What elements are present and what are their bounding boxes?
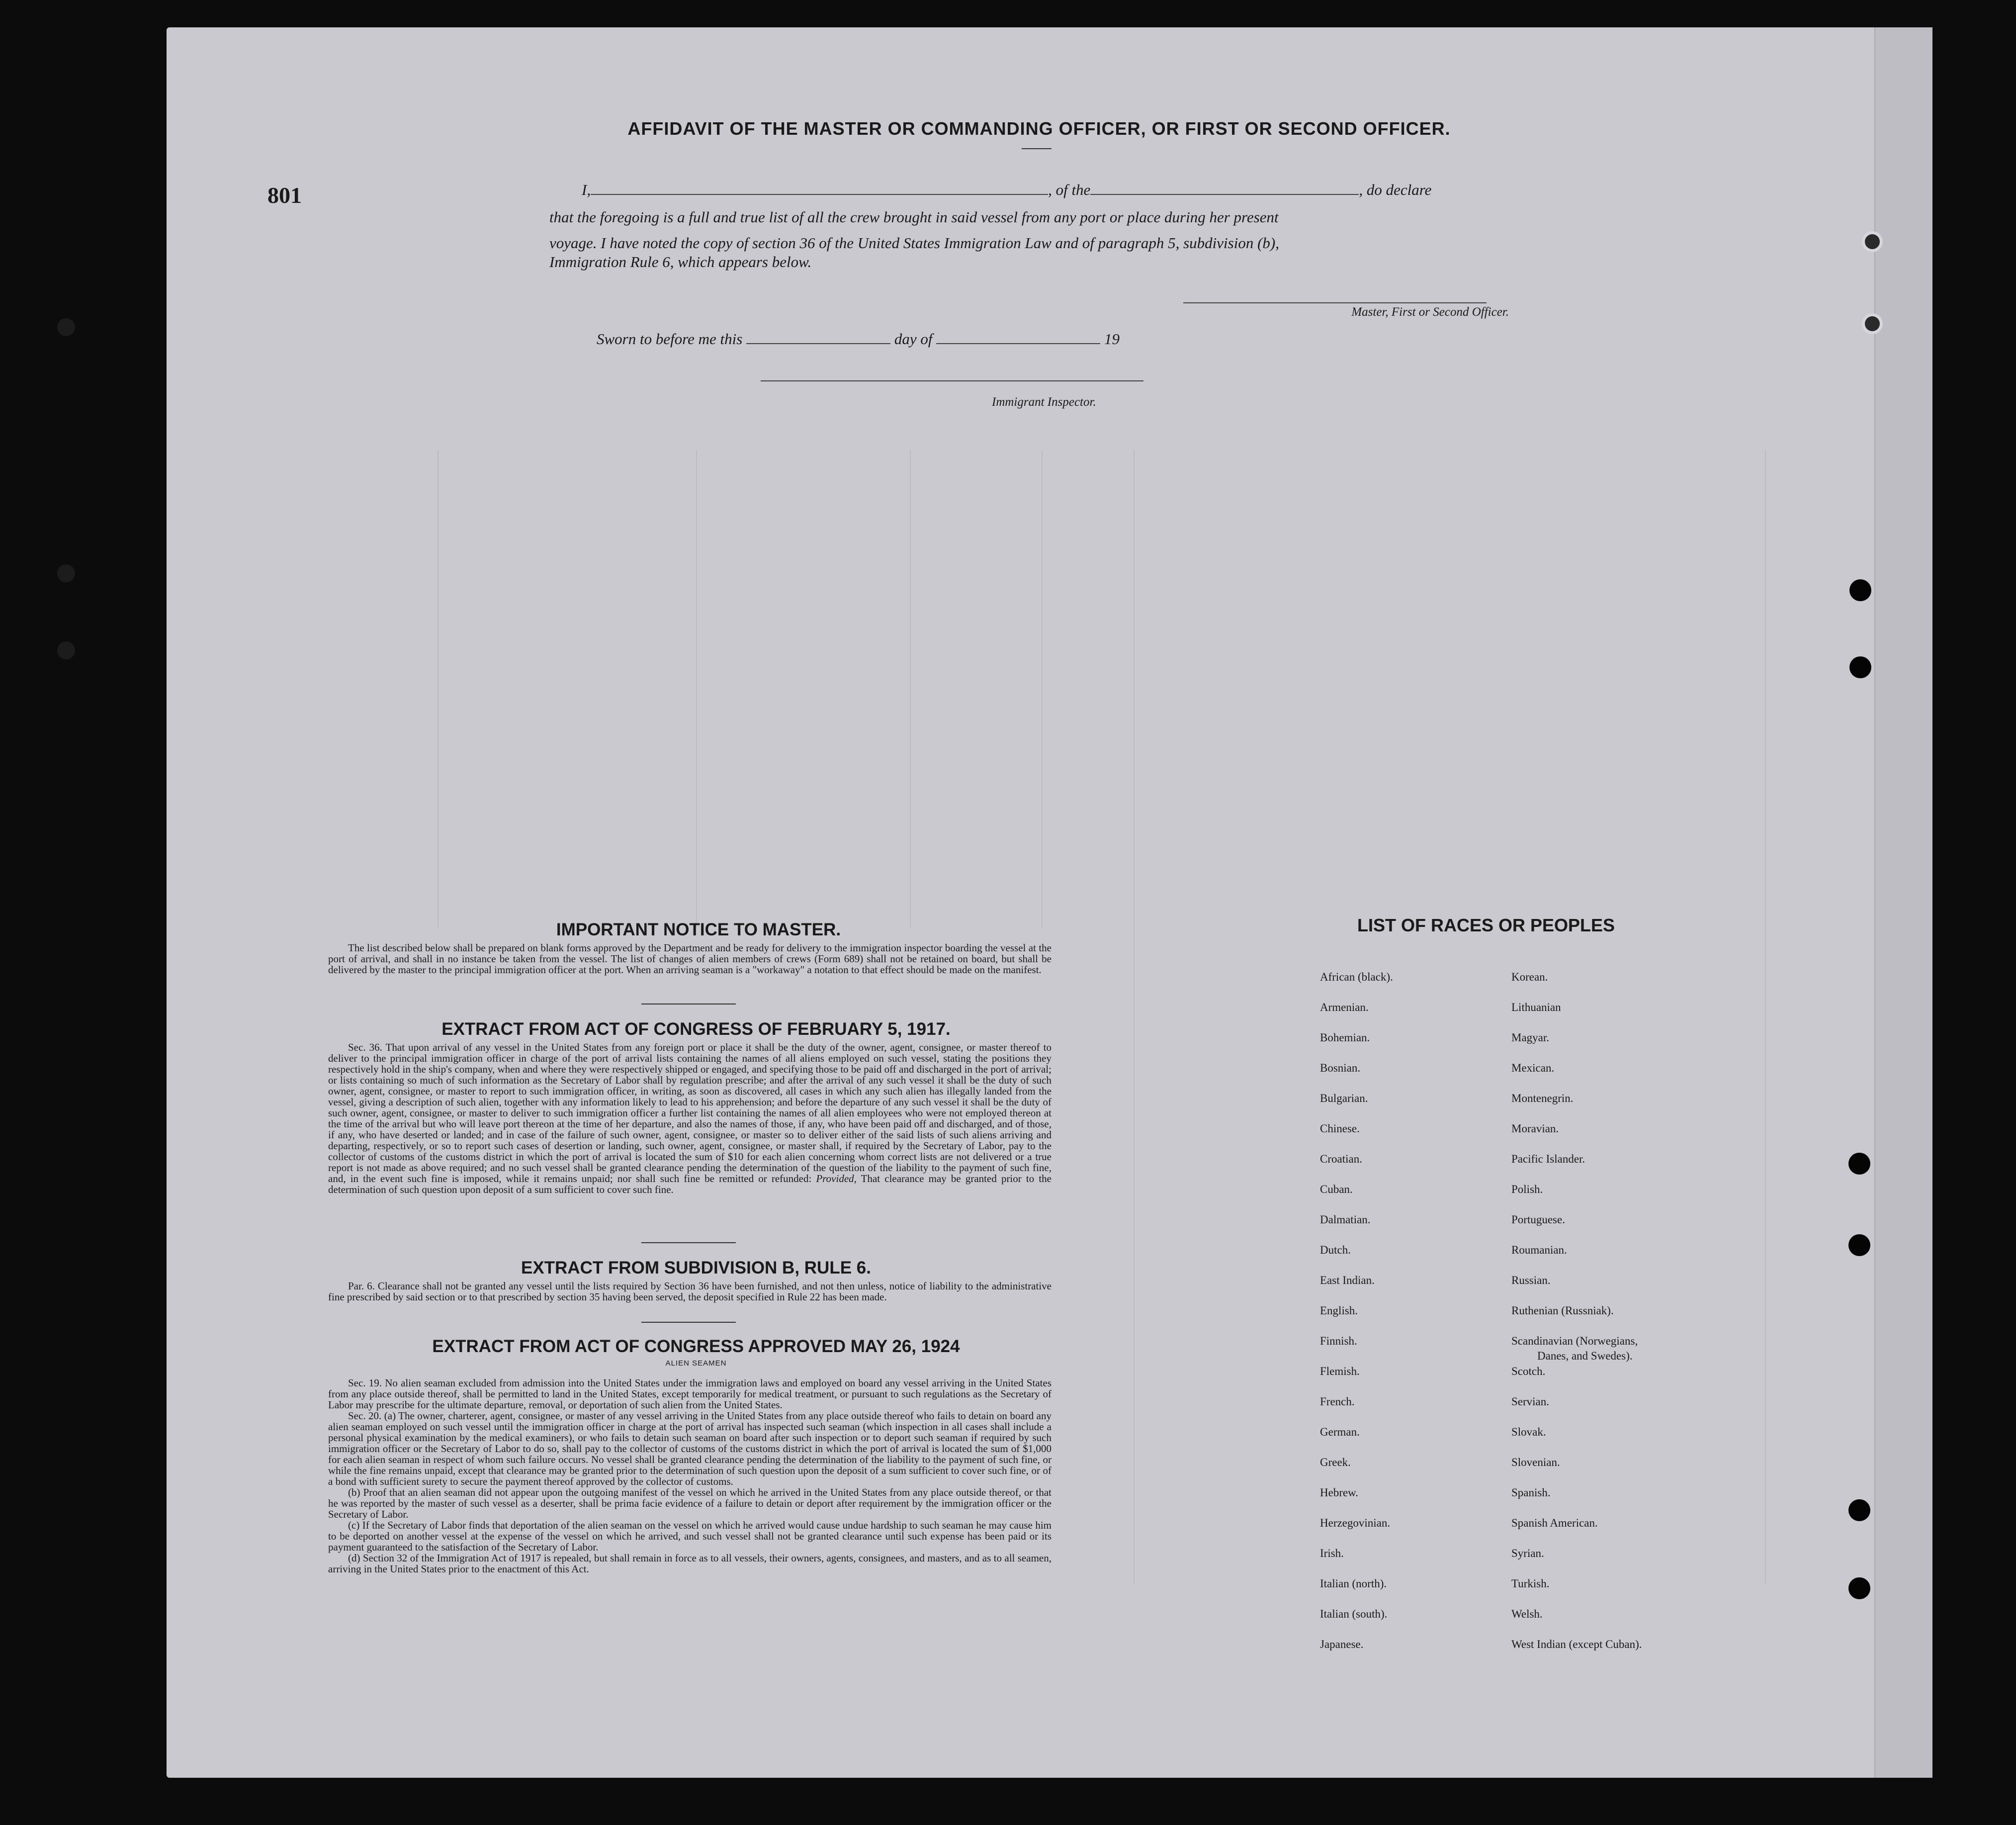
race-item: Spanish American.: [1511, 1517, 1598, 1529]
binder-hole: [1848, 1499, 1870, 1521]
race-item: Scandinavian (Norwegians,: [1511, 1335, 1638, 1347]
race-item: French.: [1320, 1395, 1355, 1408]
race-item: Dutch.: [1320, 1244, 1351, 1256]
left-binder-hole: [57, 318, 75, 336]
affidavit-i: I,: [582, 181, 591, 198]
notice-paragraph: The list described below shall be prepared on blank forms approved by the Department and be ready for delivery to the immigration inspector boarding the vessel at the port of arrival, and shall in no instance be taken from the vessel. The list of changes of alien members of crews (Form 689) shall not be retained on board, but shall be delivered by the master to the principal immigration officer at the port. When an arriving seaman is a "workaway" a notation to that effect should be made on the manifest.: [328, 942, 1052, 976]
ghost-column-rule: [1042, 450, 1043, 927]
sec-19-paragraph: Sec. 19. No alien seaman excluded from admission into the United States under the immigration laws and employed on board any vessel arriving in the United States from any place outside thereof, shall be permitted to land in the United States, except temporarily for medical treatment, or pursuant to such regulations as the Secretary of Labor may prescribe for the ultimate departure, removal, or deportation of such alien from the United States.: [328, 1377, 1052, 1411]
sec-20b-paragraph: (b) Proof that an alien seaman did not appear upon the outgoing manifest of the vessel on which he arrived in the United States from any place outside thereof, or that he was reported by the master of such vessel as a deserter, shall be prima facie evidence of a failure to detain or deport after requirement by the immigration officer or the Secretary of Labor.: [328, 1486, 1052, 1520]
alien-seamen-subtitle: ALIEN SEAMEN: [665, 1359, 727, 1368]
race-item: Bohemian.: [1320, 1031, 1370, 1044]
sworn-day: day of: [894, 330, 933, 348]
signature-line[interactable]: [1183, 302, 1487, 303]
title-divider: [1022, 148, 1052, 149]
race-item: Syrian.: [1511, 1547, 1544, 1559]
binder-hole: [1862, 313, 1883, 334]
race-item: Moravian.: [1511, 1122, 1559, 1135]
sworn-prefix: Sworn to before me this: [597, 330, 743, 348]
race-item: African (black).: [1320, 971, 1393, 983]
race-item: Cuban.: [1320, 1183, 1353, 1195]
race-item: Turkish.: [1511, 1577, 1550, 1590]
affidavit-line-1: [582, 177, 1526, 203]
sec-36-label: Sec. 36.: [348, 1041, 382, 1053]
race-item: Lithuanian: [1511, 1001, 1561, 1013]
affidavit-of-the: , of the: [1048, 181, 1091, 198]
race-item: East Indian.: [1320, 1274, 1375, 1286]
notice-text: [328, 942, 1052, 975]
extract-1917-text: [328, 1042, 1052, 1195]
race-item: Servian.: [1511, 1395, 1550, 1408]
race-item: Dalmatian.: [1320, 1213, 1371, 1226]
sec-20d-paragraph: (d) Section 32 of the Immigration Act of 1917 is repealed, but shall remain in force as to all vessels, their owners, agents, consignees, and masters, and as to all seamen, arriving in the United States prior to the enactment of this Act.: [328, 1552, 1052, 1575]
binder-hole: [1849, 579, 1871, 601]
race-item: English.: [1320, 1304, 1358, 1317]
race-item: Italian (north).: [1320, 1577, 1387, 1590]
race-item: Welsh.: [1511, 1608, 1543, 1620]
binder-hole: [1849, 656, 1871, 678]
race-item: Greek.: [1320, 1456, 1351, 1468]
race-item: Bulgarian.: [1320, 1092, 1368, 1104]
race-item: Polish.: [1511, 1183, 1543, 1195]
binder-hole: [1848, 1234, 1870, 1256]
race-item: Finnish.: [1320, 1335, 1357, 1347]
extract-rule6-paragraph: Par. 6. Clearance shall not be granted any vessel until the lists required by Section 36 have been furnished, and not then unless, notice of liability to the administrative fine prescribed by said section or to that prescribed by section 35 having been served, the deposit specified in Rule 22 has been made.: [328, 1280, 1052, 1303]
sworn-day-blank[interactable]: [746, 343, 890, 344]
race-item: Pacific Islander.: [1511, 1153, 1585, 1165]
race-item: Flemish.: [1320, 1365, 1360, 1377]
proviso-text: That clearance may be granted prior to the determination of such question upon deposit of a sum sufficient to cover such fine.: [328, 1173, 1052, 1195]
sec-20c-paragraph: (c) If the Secretary of Labor finds that deportation of the alien seaman on the vessel on which he arrived would cause undue hardship to such seaman he may cause him to be deported on another vessel at the expense of the vessel on which he arrived, and such vessel shall not be granted clearance until such expense has been paid or its payment guaranteed to the satisfaction of the Secretary of Labor.: [328, 1519, 1052, 1553]
race-item: Italian (south).: [1320, 1608, 1388, 1620]
affidavit-title: AFFIDAVIT OF THE MASTER OR COMMANDING OFFICER, OR FIRST OR SECOND OFFICER.: [627, 118, 1451, 139]
proviso-word: Provided,: [816, 1173, 857, 1185]
sworn-year: 19: [1104, 330, 1120, 348]
race-item: Croatian.: [1320, 1153, 1362, 1165]
race-item: Danes, and Swedes).: [1537, 1350, 1633, 1362]
signature-label: Master, First or Second Officer.: [1351, 305, 1509, 319]
race-item: Herzegovinian.: [1320, 1517, 1391, 1529]
race-item: Russian.: [1511, 1274, 1551, 1286]
sworn-month-blank[interactable]: [936, 343, 1100, 344]
race-item: Irish.: [1320, 1547, 1344, 1559]
page-number: 801: [267, 182, 302, 208]
race-item: Ruthenian (Russniak).: [1511, 1304, 1614, 1317]
ghost-column-rule: [1134, 450, 1135, 1584]
extract-1917-paragraph: [328, 1042, 1052, 1195]
binder-hole: [1862, 231, 1883, 252]
extract-rule6-text: [328, 1280, 1052, 1302]
races-right-column: [1511, 970, 1720, 1667]
notice-title: IMPORTANT NOTICE TO MASTER.: [556, 920, 841, 939]
race-item: Scotch.: [1511, 1365, 1546, 1377]
affidavit-line-2: that the foregoing is a full and true list of all the crew brought in said vessel from any port or place during her present: [549, 208, 1279, 226]
ghost-column-rule: [910, 450, 911, 927]
binder-strip: [1874, 27, 1932, 1778]
race-item: Korean.: [1511, 971, 1548, 983]
ghost-column-rule: [696, 450, 697, 927]
races-left-column: [1320, 970, 1499, 1667]
race-item: Hebrew.: [1320, 1486, 1359, 1499]
binder-hole: [1848, 1153, 1870, 1175]
extract-1924-title: EXTRACT FROM ACT OF CONGRESS APPROVED MAY 26, 1924: [432, 1337, 960, 1356]
race-item: Slovak.: [1511, 1426, 1546, 1438]
race-item: Magyar.: [1511, 1031, 1550, 1044]
race-item: West Indian (except Cuban).: [1511, 1638, 1642, 1650]
race-item: Spanish.: [1511, 1486, 1551, 1499]
inspector-signature-line[interactable]: [761, 380, 1143, 381]
section-divider: [641, 1322, 736, 1323]
race-item: Mexican.: [1511, 1062, 1555, 1074]
race-item: Portuguese.: [1511, 1213, 1565, 1226]
sworn-line: [597, 326, 1218, 353]
left-binder-hole: [57, 641, 75, 659]
affidavit-line-4: Immigration Rule 6, which appears below.: [549, 253, 812, 271]
extract-1917-title: EXTRACT FROM ACT OF CONGRESS OF FEBRUARY 5, 1917.: [441, 1019, 951, 1039]
name-blank[interactable]: [591, 194, 1048, 195]
race-item: Roumanian.: [1511, 1244, 1567, 1256]
ghost-column-rule: [1765, 450, 1766, 1584]
section-divider: [641, 1242, 736, 1243]
race-item: Bosnian.: [1320, 1062, 1361, 1074]
race-item: Montenegrin.: [1511, 1092, 1574, 1104]
vessel-blank[interactable]: [1090, 194, 1359, 195]
sec-36-body: That upon arrival of any vessel in the United States from any foreign port or place it shall be the duty of the owner, agent, consignee, or master thereof to deliver to the principal immigration officer in charge of the port of arrival lists containing the names of all aliens employed on such vessel, stating the positions they respectively hold in the ship's company, when and where they were respectively shipped or engaged, and specifying those to be paid off and discharged in the port of arrival; or lists containing so much of such information as the Secretary of Labor shall by regulation prescribe; and after the arrival of any such vessel it shall be the duty of such owner, agent, consignee, or master to report to such immigration officer, in writing, as soon as discovered, all cases in which any such alien has illegally landed from the vessel, giving a description of such alien, together with any information likely to lead to his apprehension; and before the departure of any such vessel it shall be the duty of such owner, agent, consignee, or master to deliver to such immigration officer a further list containing the names of all alien employees who were not employed thereon at the time of the arrival but who will leave port thereon at the time of her departure, and also the names of those, if any, who have been paid off and discharged, and of those, if any, who have deserted or landed; and in case of the failure of such owner, agent, consignee, or master so to deliver either of the said lists of such aliens arriving and departing, respectively, or so to report such cases of desertion or landing, such owner, agent, consignee, or master shall, if required by the Secretary of Labor, pay to the collector of customs of the customs district in which the port of arrival is located the sum of $10 for each alien concerning whom correct lists are not delivered or a true report is not made as above required; and no such vessel shall be granted clearance pending the determination of the question of the liability to the payment of such fine, and, in the event such fine is imposed, while it remains unpaid; nor shall such fine be remitted or refunded:: [328, 1041, 1052, 1185]
affidavit-declare: , do declare: [1359, 181, 1432, 198]
races-title: LIST OF RACES OR PEOPLES: [1357, 915, 1615, 935]
race-item: Chinese.: [1320, 1122, 1360, 1135]
race-item: Slovenian.: [1511, 1456, 1560, 1468]
race-item: Armenian.: [1320, 1001, 1369, 1013]
race-item: German.: [1320, 1426, 1360, 1438]
extract-1924-text: [328, 1377, 1052, 1574]
inspector-label: Immigrant Inspector.: [992, 395, 1096, 409]
race-item: Japanese.: [1320, 1638, 1364, 1650]
extract-rule6-title: EXTRACT FROM SUBDIVISION B, RULE 6.: [521, 1258, 871, 1278]
binder-hole: [1848, 1577, 1870, 1599]
affidavit-line-3: voyage. I have noted the copy of section 36 of the United States Immigration Law and of paragraph 5, subdivision (b),: [549, 234, 1279, 252]
left-binder-hole: [57, 564, 75, 582]
sec-20a-paragraph: Sec. 20. (a) The owner, charterer, agent, consignee, or master of any vessel arriving in the United States from any place outside thereof who fails to detain on board any alien seaman employed on such vessel until the immigration officer in charge at the port of arrival has inspected such seaman (which inspection in all cases shall include a personal physical examination by the medical examiners), or who fails to detain such seaman on board after such inspection or to deport such seaman if required by such immigration officer or the Secretary of Labor to do so, shall pay to the collector of customs of the customs district in which the port of arrival is located the sum of $1,000 for each alien seaman in respect of whom such failure occurs. No vessel shall be granted clearance pending the determination of the liability to the payment of such fine, or while the fine remains unpaid, except that clearance may be granted prior to the determination of such question upon the deposit of a sum sufficient to cover such fine, or of a bond with sufficient surety to secure the payment thereof approved by the collector of customs.: [328, 1410, 1052, 1487]
